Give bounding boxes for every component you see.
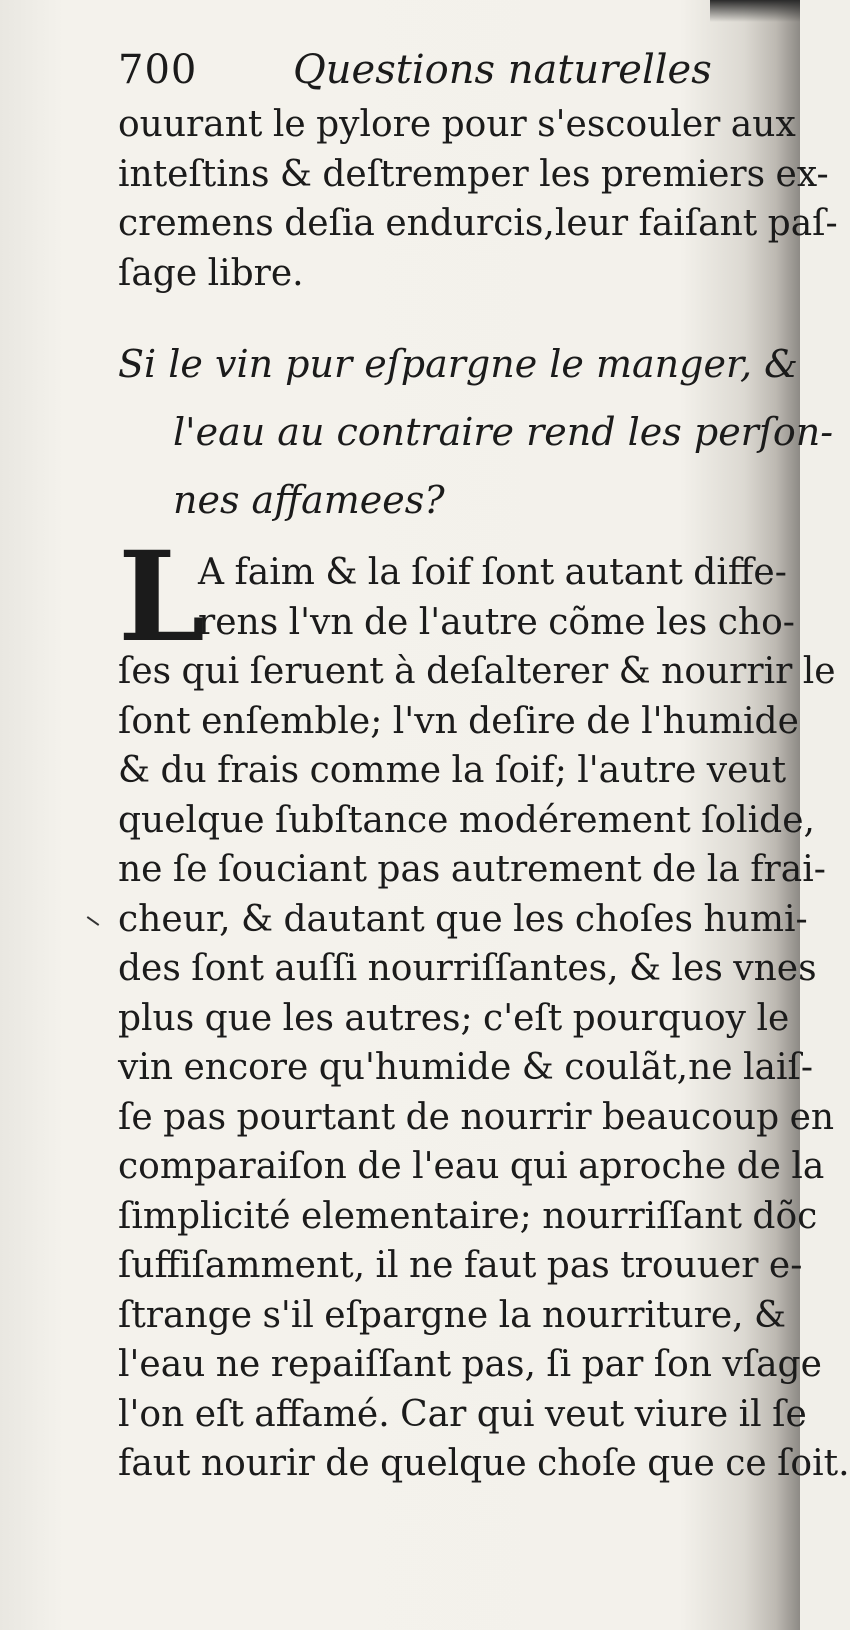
text-line: quelque ſubſtance modérement ſolide, [118,799,815,841]
question-heading [118,330,834,534]
text-line: cremens deſia endurcis,leur faiſant paſ- [118,203,838,244]
question-line: l'eau au contraire rend les perſon- [173,410,834,454]
question-line: nes affamees? [173,478,445,522]
text-line: ſimplicité elementaire; nourriſſant dõc [118,1195,818,1237]
text-line: des ſont auſſi nourriſſantes, & les vnes [118,948,817,989]
running-title: Questions naturelles [293,47,712,93]
text-line: ſtrange s'il eſpargne la nourriture, & [118,1294,787,1336]
text-line: ouurant le pylore pour s'escouler aux [118,104,796,145]
text-line: ſuffiſamment, il ne faut pas trouuer e- [118,1245,803,1286]
question-line: Si le vin pur eſpargne le manger, & [118,342,798,386]
page-header [118,40,738,100]
text-line: ne ſe ſouciant pas autrement de la frai- [118,849,826,890]
text-line: l'on eſt affamé. Car qui veut viure il ſe [118,1393,807,1435]
text-line: ſage libre. [118,252,304,294]
text-line: cheur, & dautant que les choſes humi- [118,898,808,940]
text-line: vin encore qu'humide & coulãt,ne laiſ- [118,1047,814,1088]
text-line: faut nourir de quelque choſe que ce ſoit. [118,1443,850,1484]
main-paragraph [118,525,850,1489]
text-line: A faim & la ſoif ſont autant diffe- [198,552,787,593]
text-line: comparaiſon de l'eau qui aproche de la [118,1146,825,1187]
text-line: plus que les autres; c'eſt pourquoy le [118,997,790,1039]
text-line: ſe pas pourtant de nourrir beaucoup en [118,1096,835,1138]
text-line: l'eau ne repaiſſant pas, ſi par ſon vſage [118,1344,822,1385]
text-line: ſont enſemble; l'vn deſire de l'humide [118,700,799,742]
text-line: & du frais comme la ſoif; l'autre veut [118,750,787,791]
page-number: 700 [118,47,198,93]
drop-cap: L [118,525,206,670]
text-line: rens l'vn de l'autre cõme les cho- [198,601,795,643]
page-edge-shadow [710,0,800,22]
continuation-text [118,100,838,298]
text-line: inteſtins & deſtremper les premiers ex- [118,153,829,195]
text-line: ſes qui ſeruent à deſalterer & nourrir le [118,651,836,692]
